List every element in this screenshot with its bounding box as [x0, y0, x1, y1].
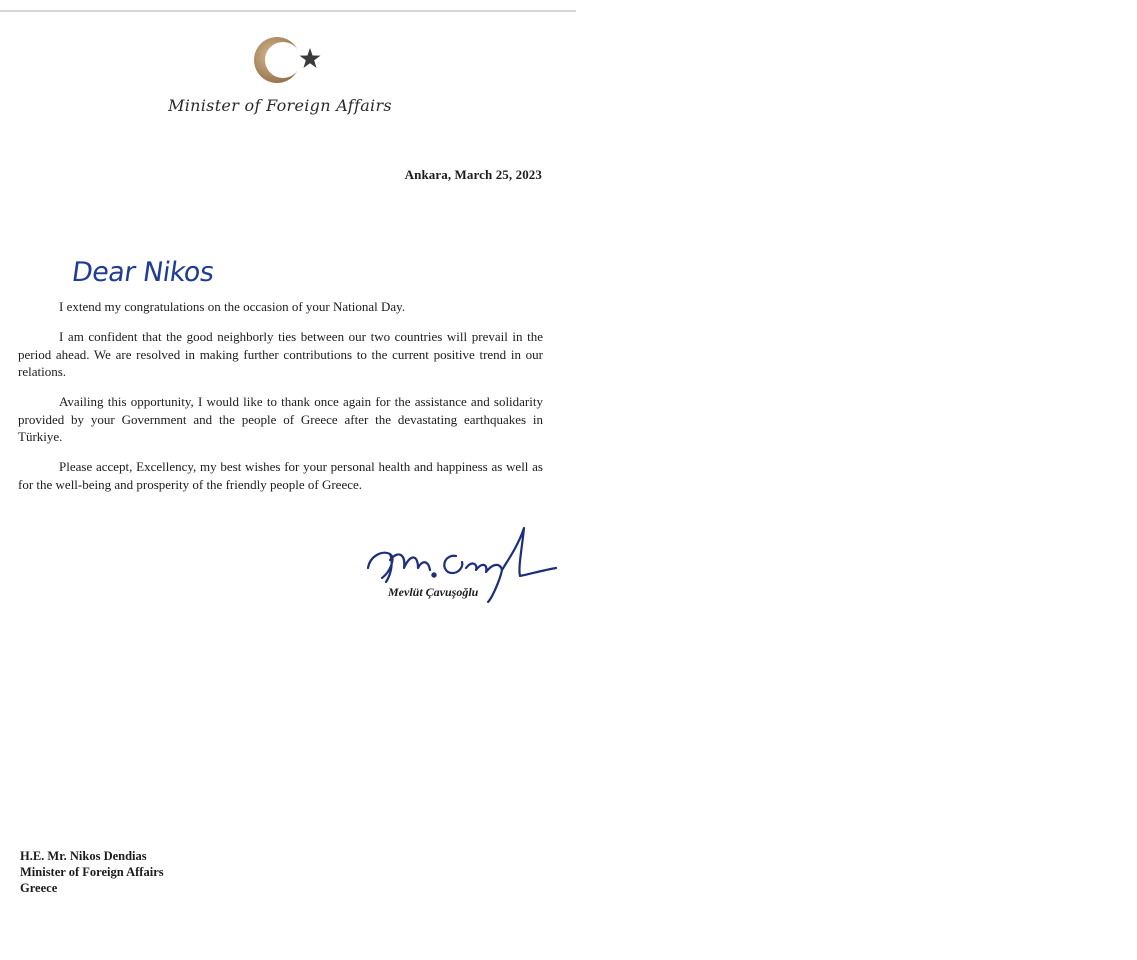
paragraph: Availing this opportunity, I would like to thank once again for the assistance and solidarity provided by your Government and the people of Greece after the devastating earthquakes in Türkiye.: [18, 394, 543, 444]
paragraph: I am confident that the good neighborly ties between our two countries will prevail in the period ahead. We are resolved in making further contributions to the current positive trend in our relations.: [18, 329, 543, 379]
date-line: Ankara, March 25, 2023: [404, 167, 542, 182]
paragraph: I extend my congratulations on the occasion of your National Day.: [59, 299, 406, 314]
addressee-block: [20, 848, 164, 896]
paragraph: Please accept, Excellency, my best wishes for your personal health and happiness as well as for the well-being and prosperity of the friendly people of Greece.: [18, 459, 543, 492]
addressee-country: Greece: [20, 881, 58, 895]
signatory-name: Mevlüt Çavuşoğlu: [388, 585, 479, 599]
ministry-title: Minister of Foreign Affairs: [168, 96, 392, 115]
crescent-star-icon: [250, 32, 330, 88]
salutation: Dear Nikos: [69, 257, 216, 288]
addressee-name: H.E. Mr. Nikos Dendias: [20, 849, 147, 863]
page-top-border: [0, 10, 576, 12]
addressee-title: Minister of Foreign Affairs: [20, 865, 164, 879]
